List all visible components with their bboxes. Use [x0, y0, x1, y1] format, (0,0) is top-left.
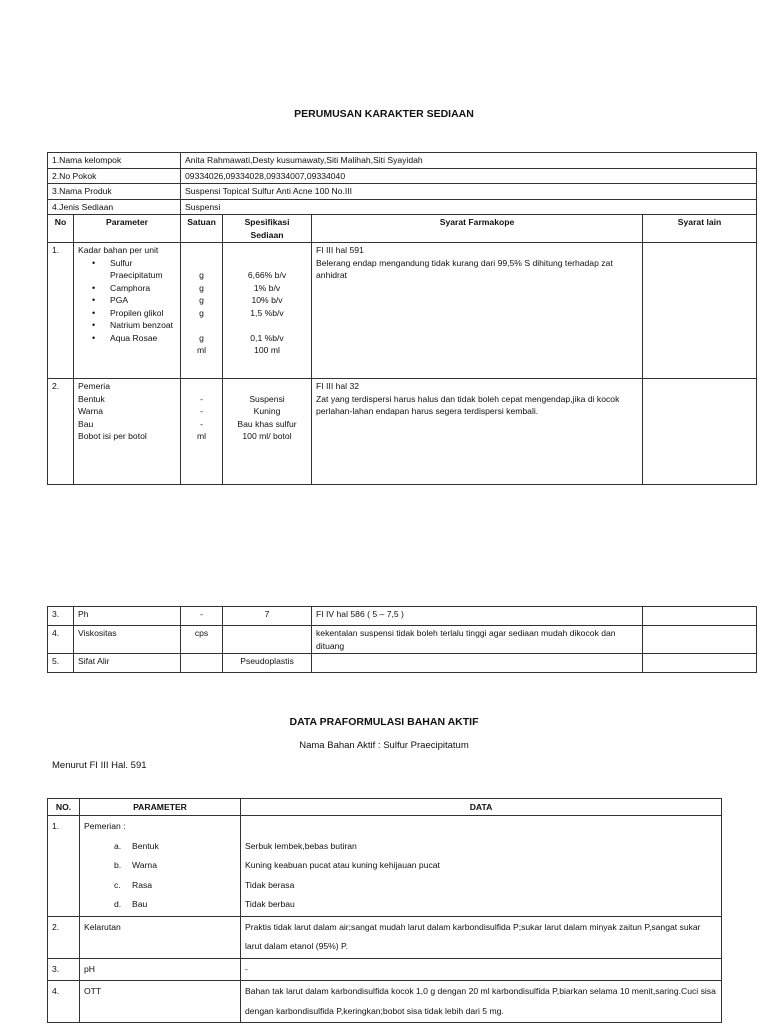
header-parameter: Parameter [74, 215, 181, 243]
info-label: 2.No Pokok [48, 168, 181, 184]
spec-value: 1% b/v [253, 282, 281, 293]
unit-value: - [200, 418, 203, 429]
table-row [48, 958, 722, 981]
info-row [48, 168, 757, 184]
unit-value: - [200, 393, 203, 404]
row-spesifikasi [223, 626, 312, 654]
row-spesifikasi [223, 379, 312, 485]
spec-value: 100 ml [254, 345, 280, 355]
row-spesifikasi: 7 [223, 607, 312, 626]
row-spesifikasi [223, 243, 312, 379]
header-spesifikasi: Spesifikasi Sediaan [223, 215, 312, 243]
info-row [48, 153, 757, 169]
page-title: PERUMUSAN KARAKTER SEDIAAN [294, 108, 474, 120]
info-value: 09334026,09334028,09334007,09334040 [181, 168, 757, 184]
header-row [48, 799, 722, 816]
data-value: Kuning keabuan pucat atau kuning kehijauan pucat [245, 860, 440, 870]
header-data: DATA [241, 799, 722, 816]
row-syarat-lain [643, 626, 757, 654]
table-row [48, 916, 722, 958]
data-value: Tidak berasa [245, 879, 295, 890]
unit-value: g [199, 282, 204, 293]
row-syarat-lain [643, 607, 757, 626]
row-no: 3. [48, 607, 74, 626]
praformulation-table [47, 798, 722, 1023]
unit-value: ml [196, 431, 207, 441]
list-item: a. Bentuk [114, 840, 159, 851]
row-no: 5. [48, 654, 74, 673]
row-parameter: Ph [74, 607, 181, 626]
row-satuan [181, 379, 223, 485]
row-farmakope [312, 654, 643, 673]
spec-value: Kuning [253, 406, 281, 416]
unit-value: g [199, 307, 204, 318]
row-parameter [74, 243, 181, 379]
spec-value: Suspensi [249, 393, 285, 404]
table-row [48, 626, 757, 654]
subtitle: Nama Bahan Aktif : Sulfur Praecipitatum [299, 740, 469, 751]
info-value: Suspensi Topical Sulfur Anti Acne 100 No.III [181, 184, 757, 200]
list-item: • Aqua Rosae [78, 332, 176, 345]
info-row [48, 199, 757, 215]
farm-reference: FI III hal 591 [316, 245, 364, 255]
param-title: Kadar bahan per unit [78, 245, 159, 255]
character-table [47, 152, 757, 485]
header-row [48, 215, 757, 243]
param-line: Pemeria [78, 381, 110, 391]
unit-value: g [199, 332, 204, 343]
list-item: b. Warna [114, 860, 157, 870]
header-no: NO. [48, 799, 80, 816]
unit-value: ml [196, 345, 207, 355]
spec-value: Bau khas sulfur [237, 418, 297, 429]
row-spesifikasi: Pseudoplastis [223, 654, 312, 673]
spec-value: 1,5 %b/v [250, 307, 284, 318]
spec-value: 10% b/v [251, 295, 283, 305]
row-no: 1. [48, 243, 74, 379]
row-data: Praktis tidak larut dalam air;sangat mudah larut dalam karbondisulfida P;sukar larut dalam minyak zaitun P,sangat sukar larut dalam etanol (95%) P. [241, 916, 722, 958]
header-syarat-lain: Syarat lain [643, 215, 757, 243]
row-data: Bahan tak larut dalam karbondisulfida kocok 1,0 g dengan 20 ml karbondisulfida P,biarkan selama 10 menit,saring.Cuci sisa dengan karbondisulfida P,keringkan;bobot sisa tidak lebih dari 5 mg. [241, 981, 722, 1023]
row-syarat-lain [643, 654, 757, 673]
farm-reference: FI III hal 32 [316, 381, 360, 391]
param-line: Bentuk [78, 393, 105, 404]
info-value: Anita Rahmawati,Desty kusumawaty,Siti Malihah,Siti Syayidah [181, 153, 757, 169]
row-no: 4. [48, 626, 74, 654]
row-parameter: Sifat Alir [74, 654, 181, 673]
row-parameter [74, 379, 181, 485]
row-data [241, 816, 722, 917]
list-item: • Sulfur Praecipitatum [78, 257, 176, 282]
row-no: 2. [48, 379, 74, 485]
row-no: 4. [48, 981, 80, 1023]
reference-note: Menurut FI III Hal. 591 [52, 760, 147, 771]
section-title: DATA PRAFORMULASI BAHAN AKTIF [289, 716, 479, 728]
info-label: 3.Nama Produk [48, 184, 181, 200]
row-farmakope: kekentalan suspensi tidak boleh terlalu tinggi agar sediaan mudah dikocok dan dituang [312, 626, 643, 654]
table-row [48, 654, 757, 673]
list-item: • Natrium benzoat [78, 319, 176, 332]
table-row [48, 981, 722, 1023]
row-syarat-lain [643, 243, 757, 379]
info-label: 1.Nama kelompok [48, 153, 181, 169]
list-item: • Propilen glikol [78, 307, 176, 320]
param-title: Pemerian : [84, 821, 126, 831]
row-parameter: Viskositas [74, 626, 181, 654]
spec-value: 0,1 %b/v [250, 332, 284, 343]
row-no: 3. [48, 958, 80, 981]
data-value: Tidak berbau [245, 899, 295, 909]
row-syarat-lain [643, 379, 757, 485]
row-satuan [181, 654, 223, 673]
row-farmakope [312, 243, 643, 379]
list-item: • Camphora [78, 282, 176, 295]
info-row [48, 184, 757, 200]
header-no: No [48, 215, 74, 243]
unit-value: - [200, 406, 203, 416]
table-row [48, 816, 722, 917]
info-value: Suspensi [181, 199, 757, 215]
row-farmakope: FI IV hal 586 ( 5 – 7,5 ) [312, 607, 643, 626]
row-parameter [80, 816, 241, 917]
row-parameter: Kelarutan [80, 916, 241, 958]
unit-value: g [199, 270, 204, 280]
character-table-continued [47, 606, 757, 673]
list-item: c. Rasa [114, 879, 153, 890]
header-satuan: Satuan [181, 215, 223, 243]
spec-value: 100 ml/ botol [242, 431, 292, 441]
row-data: - [241, 958, 722, 981]
data-value: Serbuk lembek,bebas butiran [245, 840, 357, 851]
param-line: Warna [78, 406, 103, 416]
header-parameter: PARAMETER [80, 799, 241, 816]
row-satuan [181, 243, 223, 379]
header-farmakope: Syarat Farmakope [312, 215, 643, 243]
table-row [48, 607, 757, 626]
farm-text: Belerang endap mengandung tidak kurang dari 99,5% S dihitung terhadap zat anhidrat [316, 257, 613, 280]
row-satuan: cps [181, 626, 223, 654]
list-item: • PGA [78, 294, 176, 307]
info-label: 4.Jenis Sediaan [48, 199, 181, 215]
table-row [48, 243, 757, 379]
list-item: d. Bau [114, 899, 148, 909]
param-line: Bau [78, 418, 94, 429]
row-parameter: pH [80, 958, 241, 981]
table-row [48, 379, 757, 485]
farm-text: Zat yang terdispersi harus halus dan tidak boleh cepat mengendap,jika di kocok perlahan-lahan endapan harus segera terdispersi kembali. [316, 393, 620, 416]
row-satuan: - [181, 607, 223, 626]
param-line: Bobot isi per botol [78, 431, 147, 441]
row-no: 1. [48, 816, 80, 917]
unit-value: g [199, 295, 204, 305]
spec-value: 6,66% b/v [247, 270, 287, 280]
row-parameter: OTT [80, 981, 241, 1023]
row-farmakope [312, 379, 643, 485]
row-no: 2. [48, 916, 80, 958]
